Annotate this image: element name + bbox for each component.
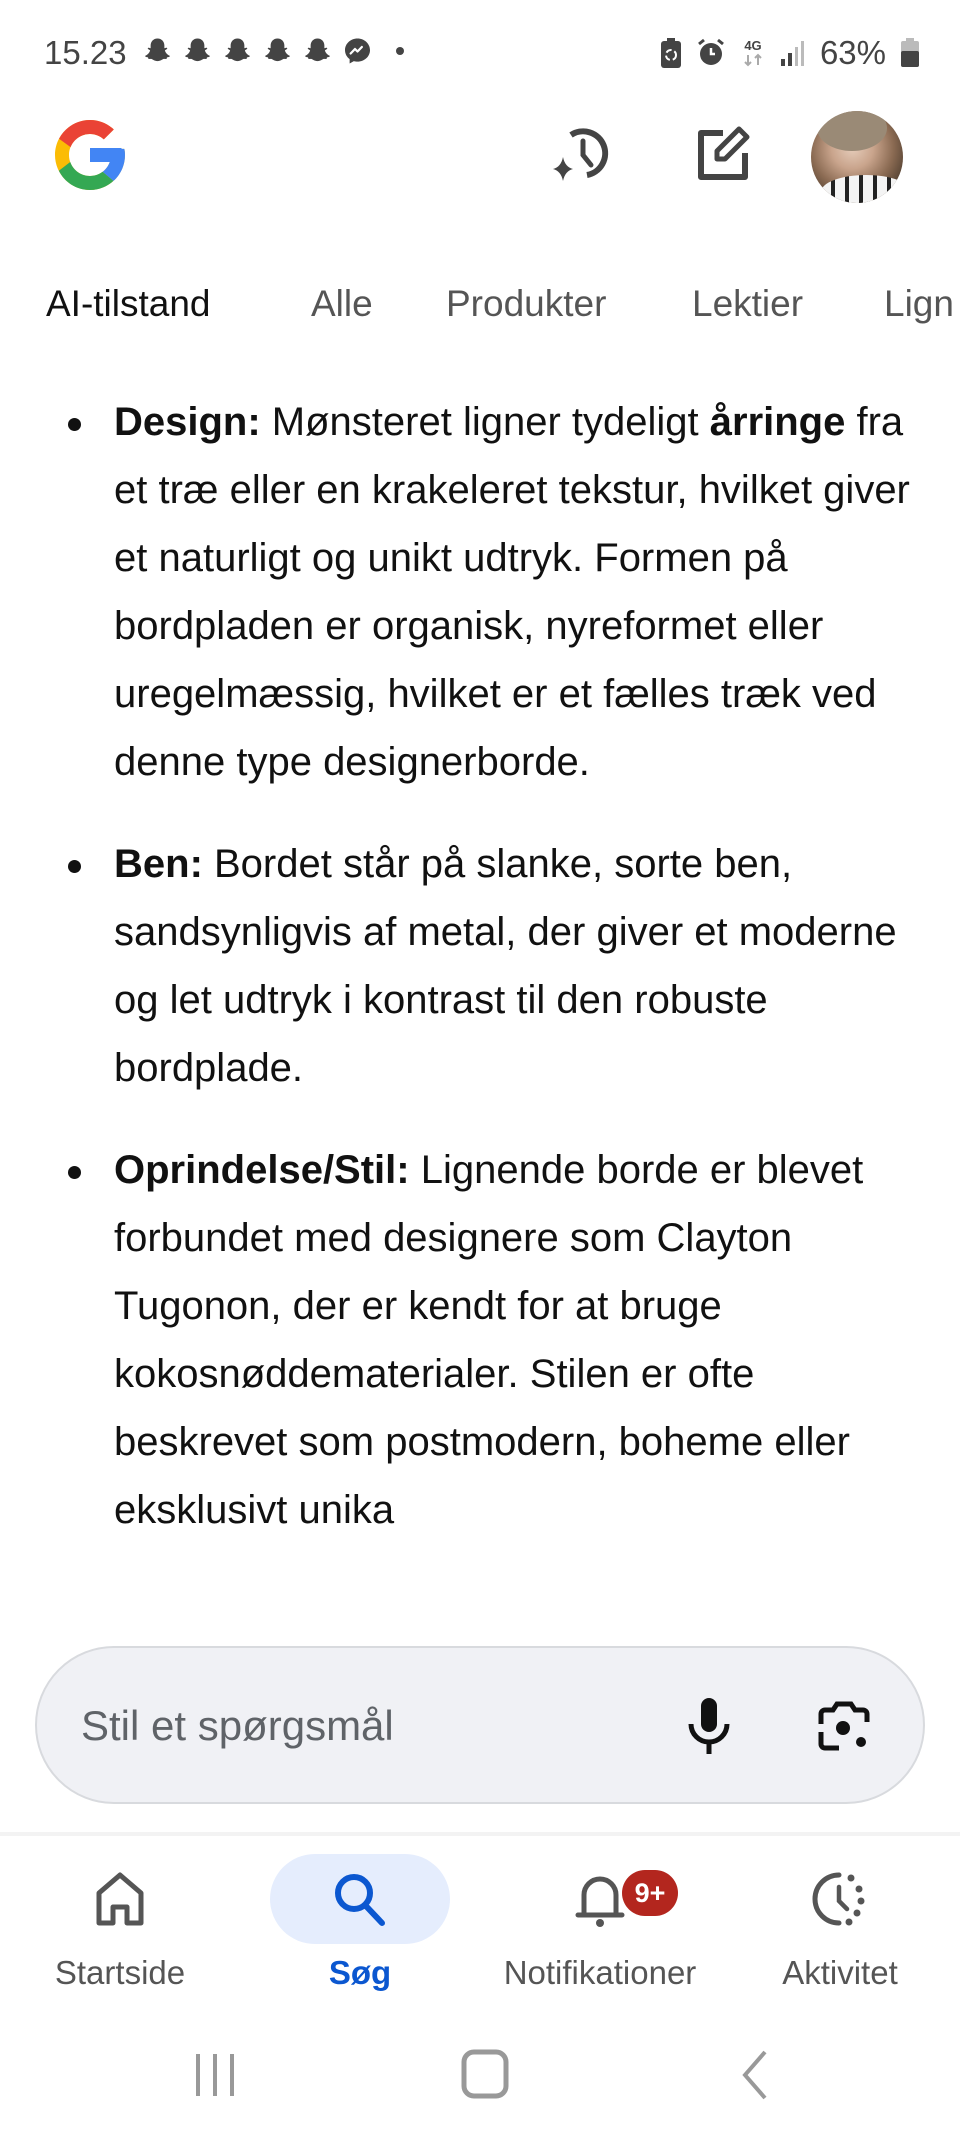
notification-icons [142,36,412,66]
battery-icon [900,38,920,68]
battery-saver-icon [660,38,682,68]
bullet-title: Oprindelse/Stil: [114,1148,410,1192]
nav-label: Notifikationer [503,1954,697,1991]
nav-label: Søg [328,1954,392,1991]
microphone-icon [686,1696,732,1756]
back-icon [737,2048,773,2102]
battery-percent: 63% [819,34,886,71]
nav-label: Aktivitet [782,1954,898,1991]
bullet-dot [68,418,81,431]
recents-button[interactable] [180,2045,250,2105]
bullet-text: Lignende borde er blevet forbundet med designere som Clayton Tugonon, der er kendt for at bruge kokosnøddematerialer. Stilen er ofte beskrevet som postmodern, boheme eller eksklusivt unika [114,1148,864,1532]
bullet-inline-bold: årringe [709,400,846,444]
nav-icon-container [750,1854,930,1944]
bottom-navigation [0,1836,960,2006]
bullet-title: Ben: [114,842,203,886]
nav-icon-container [270,1854,450,1944]
bullet-text: fra et træ eller en krakeleret tekstur, hvilket giver et naturligt og unikt udtryk. Formen på bordpladen er organisk, nyreformet eller uregelmæssig, hvilket er et fælles træk ved denne type designerborde. [114,400,910,784]
home-circle-icon [461,2049,509,2101]
messenger-icon [342,36,373,66]
bullet-dot [68,860,81,873]
avatar-hair [817,111,887,151]
nav-item-home[interactable] [0,1836,240,2006]
bullet-legs [0,830,960,1102]
voice-search-button[interactable] [677,1694,741,1758]
new-chat-button[interactable] [690,122,754,186]
bell-icon [572,1869,628,1929]
alarm-icon [696,38,726,68]
nav-item-search[interactable] [240,1836,480,2006]
google-lens-icon [815,1698,873,1754]
search-mode-tabs [0,275,960,335]
ask-input-bar[interactable] [35,1646,925,1804]
recents-icon [190,2050,240,2100]
bullet-text: Bordet står på slanke, sorte ben, sandsynligvis af metal, der giver et moderne og let udtryk i kontrast til den robuste bordplade. [114,842,897,1090]
google-lens-button[interactable] [812,1694,876,1758]
nav-item-notifications[interactable] [480,1836,720,2006]
google-logo-icon[interactable] [48,112,132,198]
ai-answer-content [0,388,960,1578]
search-icon [332,1871,388,1927]
avatar-shirt [821,175,903,203]
status-bar [0,0,960,100]
signal-icon [780,39,806,67]
tab-similar[interactable]: Lign [884,283,954,324]
bullet-title: Design: [114,400,261,444]
bullet-text: Mønsteret ligner tydeligt [260,400,710,444]
ai-history-button[interactable] [548,122,612,186]
back-button[interactable] [720,2045,790,2105]
nav-item-activity[interactable] [720,1836,960,2006]
snapchat-icon [262,36,293,66]
home-button[interactable] [450,2045,520,2105]
svg-text:4G: 4G [744,38,762,53]
system-navigation-bar [0,2025,960,2115]
more-dot-icon [382,36,412,66]
account-avatar[interactable] [811,111,903,203]
status-time: 15.23 [44,34,127,71]
snapchat-icon [182,36,213,66]
snapchat-icon [302,36,333,66]
tab-products[interactable]: Produkter [446,283,607,324]
snapchat-icon [222,36,253,66]
notification-badge: 9+ [622,1870,678,1916]
system-status [660,34,920,72]
snapchat-icon [142,36,173,66]
nav-icon-container [30,1854,210,1944]
bullet-origin-style [0,1136,960,1544]
tab-homework[interactable]: Lektier [692,283,804,324]
tab-ai-mode[interactable]: AI-tilstand [46,283,211,324]
search-input[interactable]: Stil et spørgsmål [81,1702,394,1749]
tab-all[interactable]: Alle [311,283,373,324]
4g-icon [740,37,766,69]
activity-clock-icon [811,1869,869,1929]
app-header [0,110,960,210]
bullet-dot [68,1166,81,1179]
edit-icon [693,125,751,183]
bullet-design [0,388,960,796]
history-sparkle-icon [549,123,611,185]
home-icon [95,1871,145,1927]
nav-label: Startside [54,1954,186,1991]
